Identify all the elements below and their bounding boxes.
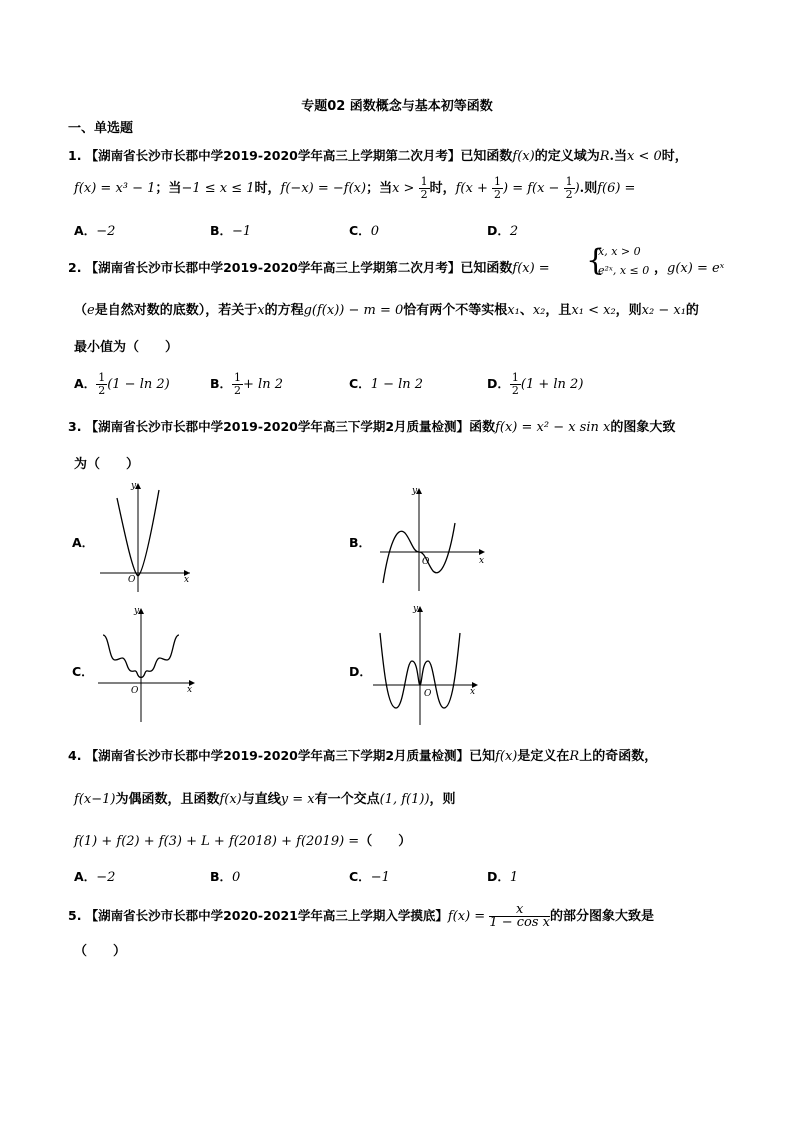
question-2-line-1: 2. 【湖南省长沙市长郡中学2019-2020学年高三上学期第二次月考】已知函数f(x) =	[68, 260, 550, 276]
question-5-line-1: 5. 【湖南省长沙市长郡中学2020-2021学年高三上学期入学摸底】f(x) = $\frac{x}{\text{1 − cos x}}$ 的部分图象大致是	[68, 902, 655, 930]
option-d[interactable]: D．	[349, 664, 372, 679]
option-b[interactable]: B．0	[210, 869, 241, 885]
piecewise-brace: {	[586, 243, 606, 278]
graph-c[interactable]	[95, 605, 200, 725]
question-4-line-1: 4. 【湖南省长沙市长郡中学2019-2020学年高三下学期2月质量检测】已知f(x)是定义在R上的奇函数，	[68, 748, 658, 764]
option-c[interactable]: C．	[72, 664, 94, 679]
question-2-line-3: 最小值为（ ）	[74, 340, 179, 355]
graph-a[interactable]	[95, 480, 195, 595]
option-b[interactable]: B．	[349, 535, 372, 550]
option-c[interactable]: C．1 − ln 2	[349, 376, 424, 392]
svg-text:x: x	[479, 556, 485, 566]
option-b[interactable]: B． $\frac{1}{2}$ + ln 2	[210, 371, 283, 397]
question-3-line-1: 3. 【湖南省长沙市长郡中学2019-2020学年高三下学期2月质量检测】函数f(x) = x² − x sin x的图象大致	[68, 419, 676, 435]
option-b[interactable]: B．−1	[210, 223, 252, 239]
option-d[interactable]: D． $\frac{1}{2}$ (1 + ln 2)	[487, 371, 584, 397]
question-3-line-2: 为（ ）	[74, 457, 140, 472]
question-2-line-2: （e是自然对数的底数），若关于x的方程g(f(x)) − m = 0恰有两个不等实根x₁、x₂，且x₁ < x₂，则x₂ − x₁的	[74, 303, 699, 318]
option-a[interactable]: A．	[72, 535, 95, 550]
svg-text:y: y	[412, 486, 418, 496]
option-a[interactable]: A．−2	[74, 223, 116, 239]
option-d[interactable]: D．1	[487, 869, 519, 885]
svg-text:y: y	[131, 481, 137, 491]
fraction-half: $\frac{1}{2}$	[493, 175, 501, 201]
option-c[interactable]: C．−1	[349, 869, 390, 885]
question-4-line-2: f(x−1)为偶函数，且函数f(x)与直线y = x有一个交点(1, f(1))，则	[74, 792, 456, 807]
option-d[interactable]: D．2	[487, 223, 519, 239]
question-4-line-3: f(1) + f(2) + f(3) + L + f(2018) + f(2019) =（ ）	[74, 834, 412, 849]
svg-text:O: O	[128, 575, 136, 585]
svg-text:y: y	[413, 604, 419, 614]
page-title: 专题02 函数概念与基本初等函数	[301, 99, 493, 114]
question-1-line-1: 1. 【湖南省长沙市长郡中学2019-2020学年高三上学期第二次月考】已知函数f(x)的定义域为R.当x < 0时，	[68, 148, 688, 164]
option-a[interactable]: A． $\frac{1}{2}$ (1 − ln 2)	[74, 371, 170, 397]
fraction-half: $\frac{1}{2}$	[565, 175, 573, 201]
option-a[interactable]: A．−2	[74, 869, 116, 885]
svg-text:y: y	[134, 606, 140, 616]
fraction-half: $\frac{1}{2}$	[420, 175, 428, 201]
graph-b[interactable]	[375, 485, 495, 595]
svg-text:x: x	[187, 685, 193, 695]
svg-text:x: x	[470, 687, 476, 697]
question-source: 【湖南省长沙市长郡中学2019-2020学年高三上学期第二次月考】	[85, 148, 461, 163]
question-number: 1.	[68, 148, 82, 163]
option-c[interactable]: C．0	[349, 223, 379, 239]
section-heading: 一、单选题	[68, 121, 134, 136]
svg-text:x: x	[184, 575, 190, 585]
question-5-line-2: （ ）	[74, 944, 127, 959]
svg-text:O: O	[422, 557, 430, 567]
graph-d[interactable]	[370, 603, 485, 728]
svg-text:O: O	[424, 689, 432, 699]
question-1-line-2: f(x) = x³ − 1；当−1 ≤ x ≤ 1时，f(−x) = −f(x)；当x > $\frac{1}{2}$ 时，f(x + $\frac{1}{2}$ ) = f(x − $\frac{1}{2}$ ).则f(6) =	[74, 175, 636, 201]
svg-text:O: O	[131, 686, 139, 696]
fraction-expression: $\frac{x}{\text{1 − cos x}}$	[489, 902, 550, 930]
